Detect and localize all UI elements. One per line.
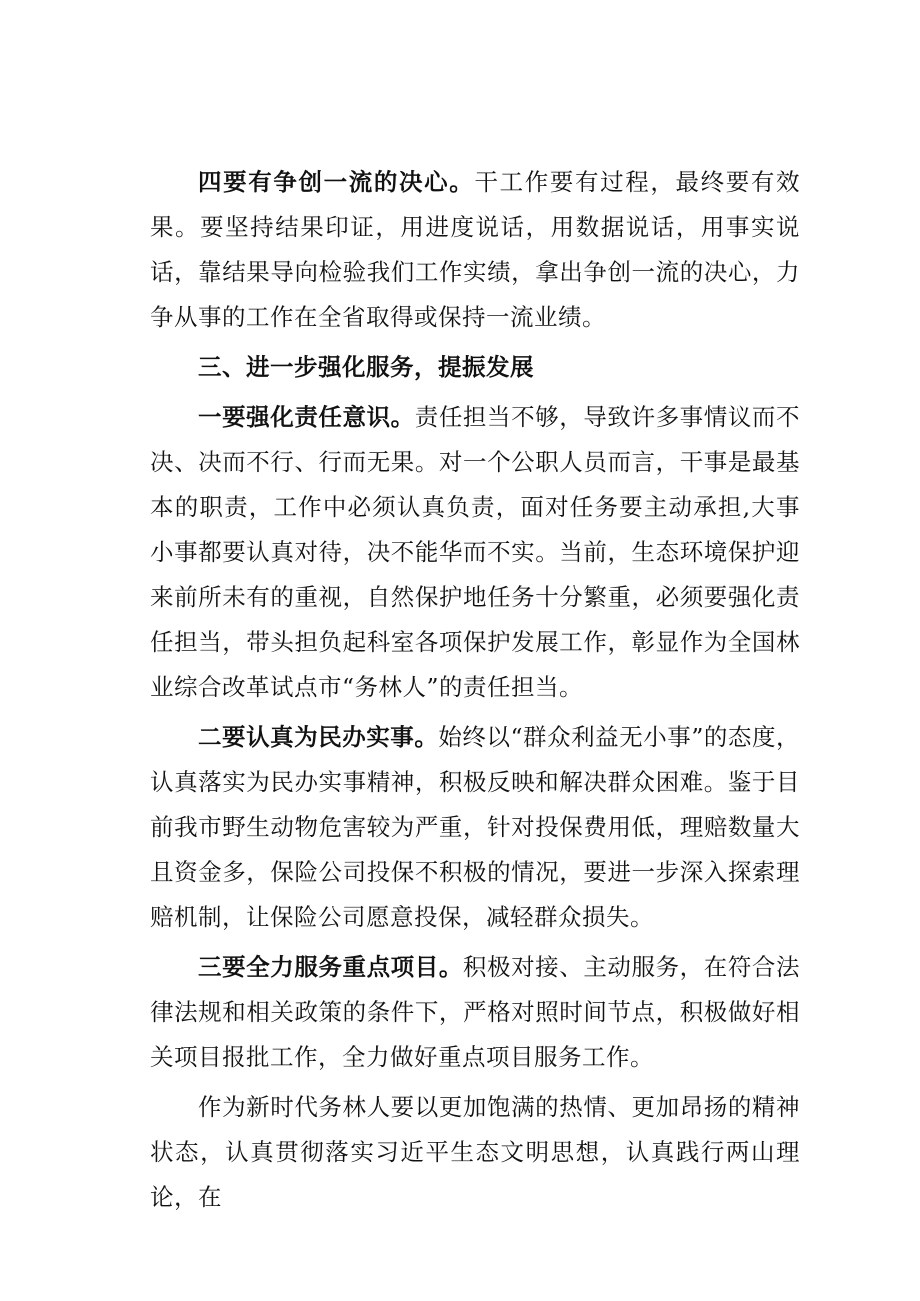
paragraph-key-projects	[150, 945, 800, 1080]
paragraph-body: 责任担当不够，导致许多事情议而不决、决而不行、行而无果。对一个公职人员而言，干事是最基本的职责，工作中必须认真负责，面对任务要主动承担,大事小事都要认真对待，决不能华而不实。当前，生态环境保护迎来前所未有的重视，自然保护地任务十分繁重，必须要强化责任担当，带头担负起科室各项保护发展工作，彰显作为全国林业综合改革试点市“务林人”的责任担当。	[150, 403, 800, 701]
paragraph-responsibility	[150, 395, 800, 710]
paragraph-lead: 四要有争创一流的决心。	[198, 168, 475, 196]
section-heading: 三、进一步强化服务，提振发展	[198, 353, 534, 381]
paragraph-lead: 三要全力服务重点项目。	[198, 953, 463, 981]
paragraph-lead: 一要强化责任意识。	[198, 403, 415, 431]
paragraph-body: 干工作要有过程，最终要有效果。要坚持结果印证，用进度说话，用数据说话，用事实说话，靠结果导向检验我们工作实绩，拿出争创一流的决心，力争从事的工作在全省取得或保持一流业绩。	[150, 168, 801, 331]
paragraph-lead: 二要认真为民办实事。	[198, 723, 439, 751]
paragraph-body: 积极对接、主动服务，在符合法律法规和相关政策的条件下，严格对照时间节点，积极做好相关项目报批工作，全力做好重点项目服务工作。	[150, 953, 801, 1071]
paragraph-serve-people	[150, 715, 800, 940]
paragraph-resolve-first-class	[150, 160, 800, 340]
paragraph-body: 始终以“群众利益无小事”的态度，认真落实为民办实事精神，积极反映和解决群众困难。鉴于目前我市野生动物危害较为严重，针对投保费用低，理赔数量大且资金多，保险公司投保不积极的情况，要进一步深入探索理赔机制，让保险公司愿意投保，减轻群众损失。	[150, 723, 800, 931]
document-page	[150, 160, 800, 1220]
paragraph-closing: 作为新时代务林人要以更加饱满的热情、更加昂扬的精神状态，认真贯彻落实习近平生态文明思想，认真践行两山理论，在	[150, 1093, 800, 1211]
